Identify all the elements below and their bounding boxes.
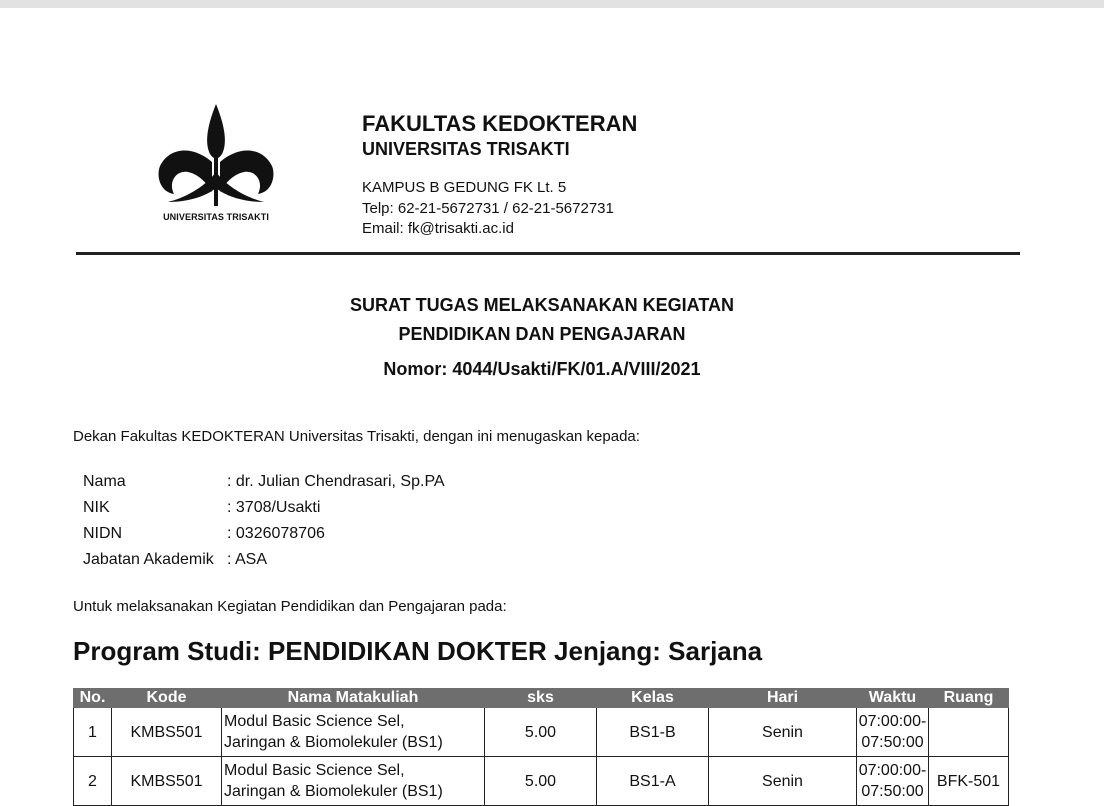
cell-waktu-end: 07:50:00 (861, 783, 924, 800)
cell-nama (222, 708, 485, 757)
field-value: : 0326078706 (227, 525, 325, 542)
course-table (73, 688, 1009, 806)
cell-nama-line2: Jaringan & Biomolekuler (BS1) (224, 783, 443, 800)
logo-caption: UNIVERSITAS TRISAKTI (163, 212, 269, 222)
col-header-waktu: Waktu (857, 689, 929, 708)
cell-waktu-start: 07:00:00- (858, 713, 927, 730)
cell-no: 1 (74, 708, 112, 757)
university-name: UNIVERSITAS TRISAKTI (362, 139, 570, 159)
cell-nama-line1: Modul Basic Science Sel, (224, 762, 405, 779)
field-nik (83, 499, 321, 517)
intro-text: Dekan Fakultas KEDOKTERAN Universitas Trisakti, dengan ini menugaskan kepada: (73, 428, 640, 445)
email-line: Email: fk@trisakti.ac.id (362, 220, 514, 237)
field-label: NIDN (83, 525, 123, 542)
cell-ruang: BFK-501 (929, 757, 1009, 806)
address-line: KAMPUS B GEDUNG FK Lt. 5 (362, 179, 567, 196)
cell-hari: Senin (709, 757, 857, 806)
program-heading: Program Studi: PENDIDIKAN DOKTER Jenjang: Sarjana (73, 636, 763, 666)
col-header-hari: Hari (709, 689, 857, 708)
col-header-ruang: Ruang (929, 689, 1009, 708)
field-value: : 3708/Usakti (227, 499, 321, 516)
cell-waktu (857, 757, 929, 806)
col-header-kelas: Kelas (597, 689, 709, 708)
cell-waktu-end: 07:50:00 (861, 734, 924, 751)
field-value: : dr. Julian Chendrasari, Sp.PA (227, 473, 445, 490)
col-header-kode: Kode (112, 689, 222, 708)
field-jabatan (83, 551, 268, 569)
faculty-name: FAKULTAS KEDOKTERAN (362, 111, 638, 136)
cell-nama-line1: Modul Basic Science Sel, (224, 713, 405, 730)
field-label: Nama (83, 473, 126, 490)
letter-title-line2: PENDIDIKAN DAN PENGAJARAN (398, 324, 686, 344)
purpose-text: Untuk melaksanakan Kegiatan Pendidikan dan Pengajaran pada: (73, 598, 507, 615)
field-nidn (83, 525, 325, 543)
cell-nama-line2: Jaringan & Biomolekuler (BS1) (224, 734, 443, 751)
field-nama (83, 473, 445, 491)
col-header-no: No. (74, 689, 112, 708)
table-header-row (74, 689, 1009, 708)
cell-waktu-start: 07:00:00- (858, 762, 927, 779)
table-row (74, 757, 1009, 806)
cell-sks: 5.00 (485, 757, 597, 806)
cell-kelas: BS1-B (597, 708, 709, 757)
field-value: : ASA (227, 551, 268, 568)
cell-hari: Senin (709, 708, 857, 757)
cell-sks: 5.00 (485, 708, 597, 757)
letter-number: Nomor: 4044/Usakti/FK/01.A/VIII/2021 (383, 359, 701, 379)
table-row (74, 708, 1009, 757)
phone-line: Telp: 62-21-5672731 / 62-21-5672731 (362, 200, 614, 217)
cell-kode: KMBS501 (112, 757, 222, 806)
letter-title-line1: SURAT TUGAS MELAKSANAKAN KEGIATAN (350, 295, 734, 315)
field-label: NIK (83, 499, 110, 516)
header-divider (76, 252, 1020, 255)
cell-nama (222, 757, 485, 806)
top-bar (0, 0, 1104, 8)
cell-no: 2 (74, 757, 112, 806)
cell-waktu (857, 708, 929, 757)
field-label: Jabatan Akademik (83, 551, 214, 568)
logo-emblem-icon (154, 102, 278, 210)
col-header-nama: Nama Matakuliah (222, 689, 485, 708)
cell-kode: KMBS501 (112, 708, 222, 757)
university-logo (150, 102, 282, 228)
col-header-sks: sks (485, 689, 597, 708)
cell-kelas: BS1-A (597, 757, 709, 806)
cell-ruang (929, 708, 1009, 757)
